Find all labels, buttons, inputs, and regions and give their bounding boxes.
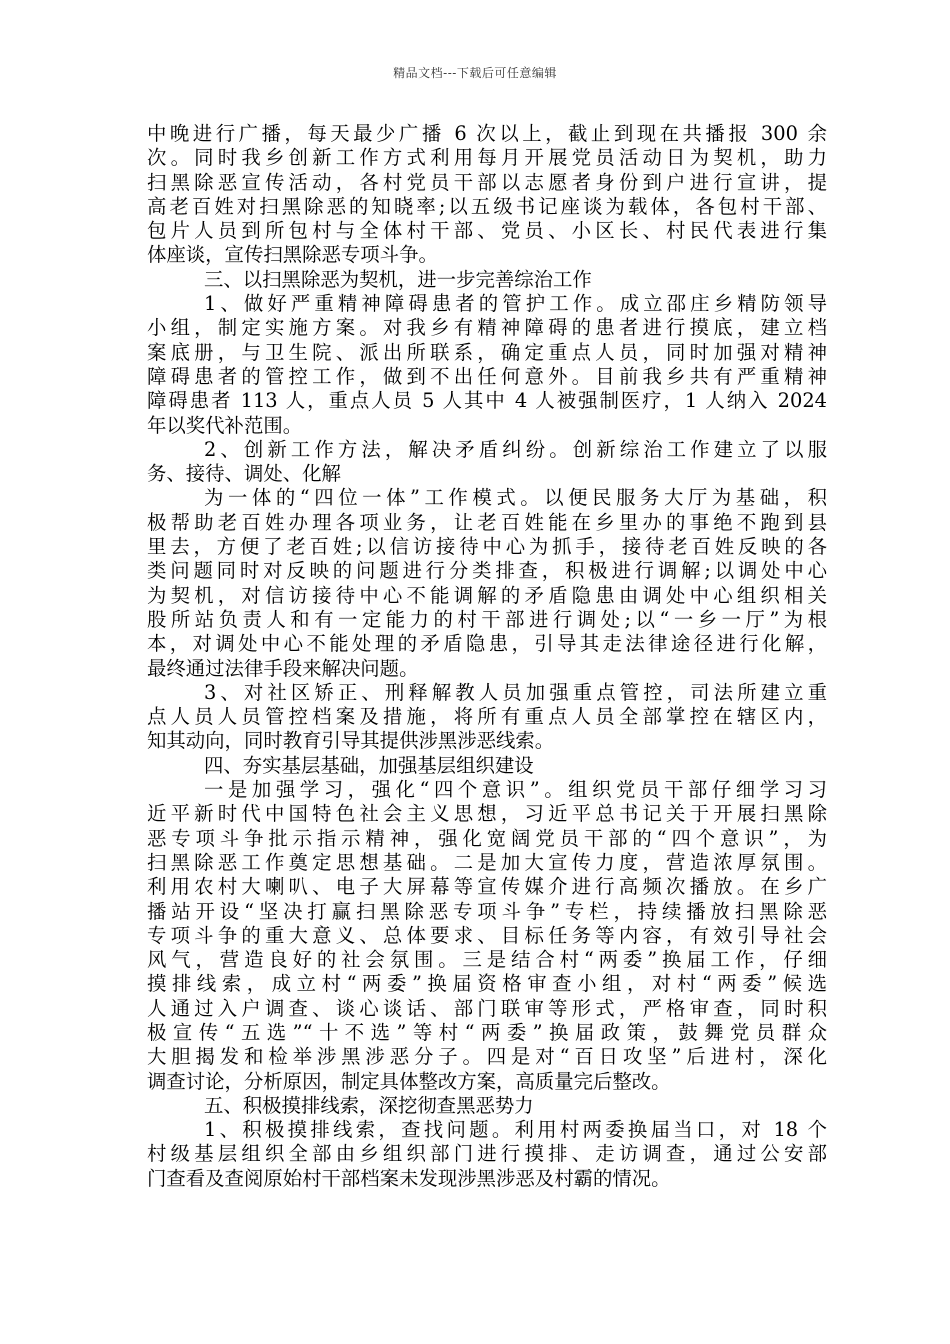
- text-line: 体座谈，宣传扫黑除恶专项斗争。: [147, 243, 438, 267]
- text-line: 最终通过法律手段来解决问题。: [147, 656, 419, 680]
- text-line: 风气，营造良好的社会氛围。三是结合村“两委”换届工作，仔细: [147, 948, 827, 972]
- text-line: 人通过入户调查、谈心谈话、部门联审等形式，严格审查，同时积: [147, 996, 827, 1020]
- text-line: 1、积极摸排线索，查找问题。利用村两委换届当口，对 18 个: [204, 1118, 827, 1142]
- text-line: 股所站负责人和有一定能力的村干部进行调处;以“一乡一厅”为根: [147, 607, 827, 631]
- text-line: 障碍患者的管控工作，做到不出任何意外。目前我乡共有严重精神: [147, 364, 827, 388]
- text-line: 里去，方便了老百姓;以信访接待中心为抓手，接待老百姓反映的各: [147, 535, 827, 559]
- text-line: 扫黑除恶工作奠定思想基础。二是加大宣传力度，营造浓厚氛围。: [147, 850, 827, 874]
- text-line: 五、积极摸排线索，深挖彻查黑恶势力: [204, 1093, 534, 1117]
- text-line: 1、做好严重精神障碍患者的管护工作。成立邵庄乡精防领导: [204, 292, 827, 316]
- text-line: 极宣传“五选”“十不选”等村“两委”换届政策，鼓舞党员群众: [147, 1020, 827, 1044]
- text-line: 专项斗争的重大意义、总体要求、目标任务等内容，有效引导社会: [147, 923, 827, 947]
- text-line: 包片人员到所包村与全体村干部、党员、小区长、村民代表进行集: [147, 219, 827, 243]
- text-line: 利用农村大喇叭、电子大屏幕等宣传媒介进行高频次播放。在乡广: [147, 875, 827, 899]
- text-line: 摸排线索，成立村“两委”换届资格审查小组，对村“两委”候选: [147, 972, 827, 996]
- text-line: 调查讨论，分析原因，制定具体整改方案，高质量完后整改。: [147, 1069, 671, 1093]
- text-line: 知其动向，同时教育引导其提供涉黑涉恶线索。: [147, 729, 555, 753]
- text-line: 案底册，与卫生院、派出所联系，确定重点人员，同时加强对精神: [147, 340, 827, 364]
- document-body: [147, 122, 827, 1191]
- text-line: 2、创新工作方法，解决矛盾纠纷。创新综治工作建立了以服: [204, 437, 827, 461]
- text-line: 本，对调处中心不能处理的矛盾隐患，引导其走法律途径进行化解，: [147, 632, 827, 656]
- text-line: 为一体的“四位一体”工作模式。以便民服务大厅为基础，积: [204, 486, 827, 510]
- page-header: 精品文档---下载后可任意编辑: [393, 66, 557, 80]
- text-line: 播站开设“坚决打赢扫黑除恶专项斗争”专栏，持续播放扫黑除恶: [147, 899, 827, 923]
- text-line: 3、对社区矫正、刑释解教人员加强重点管控，司法所建立重: [204, 680, 827, 704]
- text-line: 村级基层组织全部由乡组织部门进行摸排、走访调查，通过公安部: [147, 1142, 827, 1166]
- text-line: 年以奖代补范围。: [147, 413, 303, 437]
- text-line: 障碍患者 113 人，重点人员 5 人其中 4 人被强制医疗，1 人纳入 2024: [147, 389, 827, 413]
- text-line: 恶专项斗争批示指示精神，强化宽阔党员干部的“四个意识”，为: [147, 826, 827, 850]
- text-line: 极帮助老百姓办理各项业务，让老百姓能在乡里办的事绝不跑到县: [147, 510, 827, 534]
- text-line: 门查看及查阅原始村干部档案未发现涉黑涉恶及村霸的情况。: [147, 1166, 671, 1190]
- text-line: 近平新时代中国特色社会主义思想，习近平总书记关于开展扫黑除: [147, 802, 827, 826]
- text-line: 高老百姓对扫黑除恶的知晓率;以五级书记座谈为载体，各包村干部、: [147, 194, 827, 218]
- text-line: 中晚进行广播，每天最少广播 6 次以上，截止到现在共播报 300 余: [147, 122, 827, 145]
- text-line: 四、夯实基层基础，加强基层组织建设: [204, 753, 534, 777]
- text-line: 大胆揭发和检举涉黑涉恶分子。四是对“百日攻坚”后进村，深化: [147, 1045, 827, 1069]
- text-line: 扫黑除恶宣传活动，各村党员干部以志愿者身份到户进行宣讲，提: [147, 170, 827, 194]
- text-line: 务、接待、调处、化解: [147, 462, 341, 486]
- text-line: 一是加强学习，强化“四个意识”。组织党员干部仔细学习习: [204, 778, 827, 802]
- text-line: 为契机，对信访接待中心不能调解的矛盾隐患由调处中心组织相关: [147, 583, 827, 607]
- text-line: 点人员人员管控档案及措施，将所有重点人员全部掌控在辖区内，: [147, 705, 827, 729]
- text-line: 次。同时我乡创新工作方式利用每月开展党员活动日为契机，助力: [147, 146, 827, 170]
- text-line: 小组，制定实施方案。对我乡有精神障碍的患者进行摸底，建立档: [147, 316, 827, 340]
- text-line: 三、以扫黑除恶为契机，进一步完善综治工作: [204, 267, 592, 291]
- text-line: 类问题同时对反映的问题进行分类排查，积极进行调解;以调处中心: [147, 559, 827, 583]
